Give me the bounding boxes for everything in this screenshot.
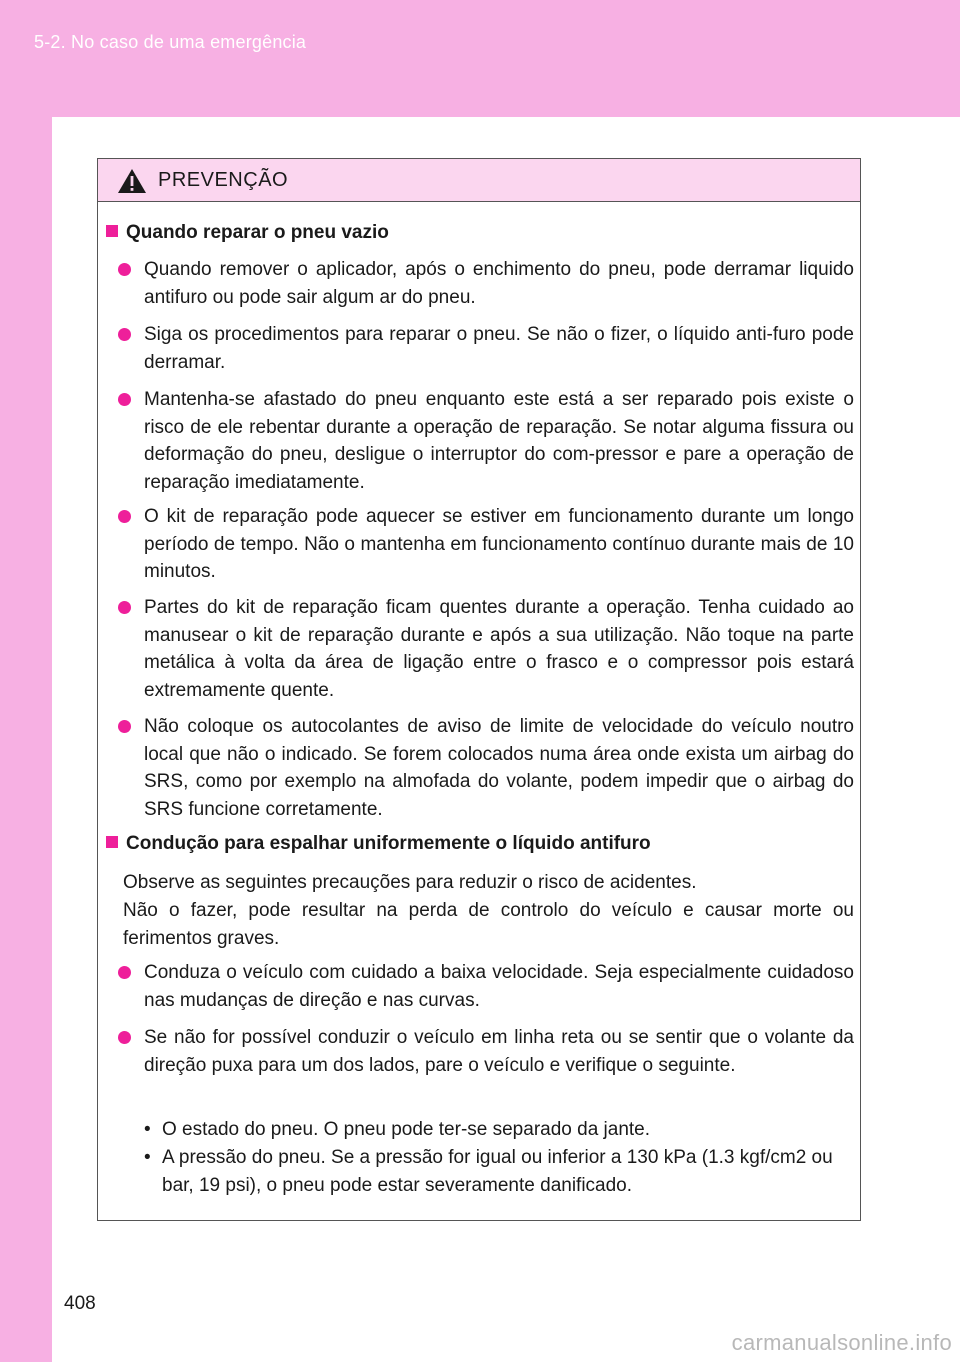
bullet-dot-icon (118, 966, 131, 979)
warning-content (98, 201, 860, 1220)
bullet-dot-icon (118, 601, 131, 614)
sub-list-item: • A pressão do pneu. Se a pressão for igual ou inferior a 130 kPa (1.3 kgf/cm2 ou bar, 19 psi), o pneu pode estar severamente danificado. (144, 1147, 833, 1196)
intro-text: Não o fazer, pode resultar na perda de controlo do veículo e causar morte ou ferimentos graves. (123, 900, 854, 949)
intro-text: Observe as seguintes precauções para reduzir o risco de acidentes. (123, 872, 697, 893)
bullet-item: Siga os procedimentos para reparar o pneu. Se não o fizer, o líquido anti-furo pode derramar. (118, 321, 854, 376)
page-number: 408 (64, 1293, 96, 1314)
bullet-dot-icon (118, 510, 131, 523)
top-color-band (0, 0, 960, 117)
warning-title: PREVENÇÃO (158, 169, 289, 191)
bullet-item: Mantenha-se afastado do pneu enquanto este está a ser reparado pois existe o risco de ele rebentar durante a operação de reparação. Se notar alguma fissura ou deformação do pneu, desligue o interruptor do com-pressor e pare a operação de reparação imediatamente. (118, 386, 854, 496)
bullet-dot-icon (118, 263, 131, 276)
warning-header (98, 159, 860, 202)
warning-triangle-icon (117, 168, 147, 194)
warning-box (97, 158, 861, 1221)
bullet-item: Se não for possível conduzir o veículo em linha reta ou se sentir que o volante da direção puxa para um dos lados, pare o veículo e verifique o seguinte. (118, 1024, 854, 1079)
bullet-item: Partes do kit de reparação ficam quentes durante a operação. Tenha cuidado ao manusear o kit de reparação durante e após a sua utilização. Não toque na parte metálica à volta da área de ligação entre o frasco e o compressor pois estará extremamente quente. (118, 594, 854, 704)
sub-list-item: • O estado do pneu. O pneu pode ter-se separado da jante. (144, 1119, 651, 1140)
bullet-item: O kit de reparação pode aquecer se estiver em funcionamento durante um longo período de tempo. Não o mantenha em funcionamento contínuo durante mais de 10 minutos. (118, 503, 854, 586)
bullet-dot-icon (118, 393, 131, 406)
section-title: 5-2. No caso de uma emergência (34, 32, 307, 52)
bullet-dot-icon (118, 720, 131, 733)
section-heading: Condução para espalhar uniformemente o líquido antifuro (106, 830, 846, 858)
side-color-band (0, 117, 52, 1362)
bullet-item: Conduza o veículo com cuidado a baixa velocidade. Seja especialmente cuidadoso nas mudanças de direção e nas curvas. (118, 959, 854, 1014)
bullet-item: Quando remover o aplicador, após o enchimento do pneu, pode derramar liquido antifuro ou pode sair algum ar do pneu. (118, 256, 854, 311)
section-heading: Quando reparar o pneu vazio (106, 219, 846, 247)
bullet-dot-icon (118, 328, 131, 341)
bullet-dot-icon (118, 1031, 131, 1044)
watermark: carmanualsonline.info (731, 1330, 952, 1355)
bullet-item: Não coloque os autocolantes de aviso de limite de velocidade do veículo noutro local que não o indicado. Se forem colocados numa área onde exista um airbag do SRS, como por exemplo na almofada do volante, podem impedir que o airbag do SRS funcione corretamente. (118, 713, 854, 823)
square-marker-icon (106, 225, 118, 237)
square-marker-icon (106, 836, 118, 848)
